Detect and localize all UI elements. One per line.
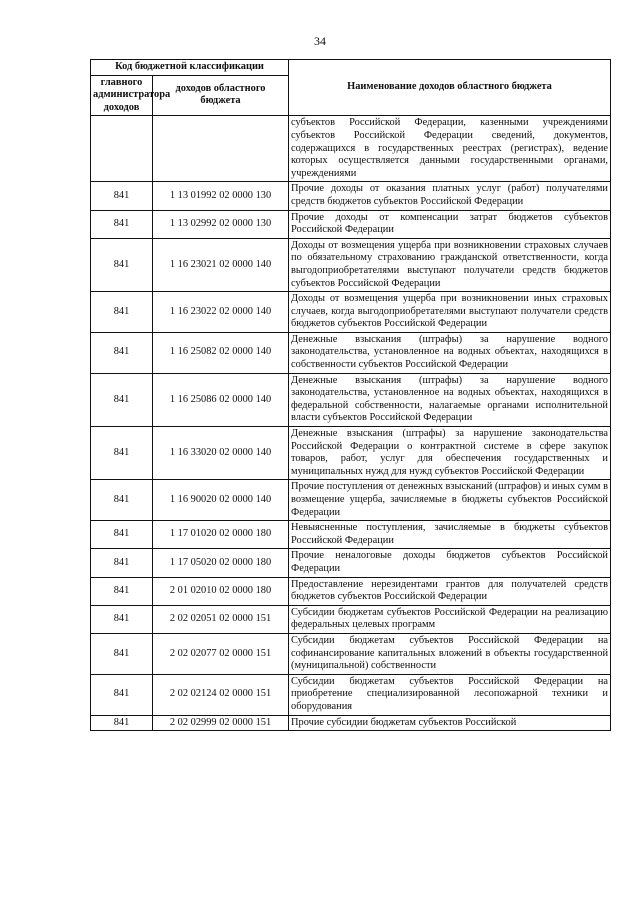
header-group: Код бюджетной классификации (91, 60, 289, 76)
table-row (91, 715, 611, 731)
admin-code-cell: 841 (91, 521, 153, 549)
revenue-name-cell: Денежные взыскания (штрафы) за нарушение законодательства Российской Федерации о контрактной системе в сфере закупок товаров, работ, услуг для обеспечения государственных и муниципальных нужд для нужд субъектов Российской Федерации (289, 427, 611, 480)
revenue-code-cell: 1 17 05020 02 0000 180 (153, 549, 289, 577)
admin-code-cell: 841 (91, 332, 153, 373)
table-row (91, 633, 611, 674)
revenue-name-cell: субъектов Российской Федерации, казенными учреждениями субъектов Российской Федерации сведений, документов, содержащихся в государственных реестрах (регистрах), ведение которых осуществляется данными государственными органами, учреждениями (289, 116, 611, 182)
revenue-code-cell: 2 02 02077 02 0000 151 (153, 633, 289, 674)
admin-code-cell: 841 (91, 577, 153, 605)
admin-code-cell: 841 (91, 715, 153, 731)
table-row (91, 521, 611, 549)
revenue-code-cell: 1 16 23022 02 0000 140 (153, 292, 289, 333)
admin-code-cell: 841 (91, 373, 153, 426)
revenue-code-cell: 1 17 01020 02 0000 180 (153, 521, 289, 549)
table-row (91, 373, 611, 426)
revenue-name-cell: Прочие субсидии бюджетам субъектов Российской (289, 715, 611, 731)
revenue-name-cell: Прочие доходы от компенсации затрат бюджетов субъектов Российской Федерации (289, 210, 611, 238)
revenue-code-cell: 1 13 01992 02 0000 130 (153, 182, 289, 210)
revenue-code-cell: 2 02 02999 02 0000 151 (153, 715, 289, 731)
table-body (91, 116, 611, 731)
table-row (91, 427, 611, 480)
admin-code-cell: 841 (91, 633, 153, 674)
admin-code-cell: 841 (91, 210, 153, 238)
revenue-code-cell (153, 116, 289, 182)
table-row (91, 332, 611, 373)
admin-code-cell: 841 (91, 605, 153, 633)
table-row (91, 238, 611, 291)
table-row (91, 116, 611, 182)
revenue-name-cell: Субсидии бюджетам субъектов Российской Федерации на реализацию федеральных целевых программ (289, 605, 611, 633)
revenue-code-cell: 1 16 90020 02 0000 140 (153, 480, 289, 521)
table-row (91, 210, 611, 238)
table-header (91, 60, 611, 116)
budget-classification-table (90, 59, 611, 731)
revenue-name-cell: Прочие неналоговые доходы бюджетов субъектов Российской Федерации (289, 549, 611, 577)
admin-code-cell: 841 (91, 549, 153, 577)
admin-code-cell (91, 116, 153, 182)
revenue-code-cell: 2 02 02124 02 0000 151 (153, 674, 289, 715)
revenue-code-cell: 1 16 33020 02 0000 140 (153, 427, 289, 480)
revenue-name-cell: Предоставление нерезидентами грантов для получателей средств бюджетов субъектов Российской Федерации (289, 577, 611, 605)
admin-code-cell: 841 (91, 238, 153, 291)
revenue-code-cell: 2 02 02051 02 0000 151 (153, 605, 289, 633)
page-number: 34 (314, 34, 326, 48)
revenue-name-cell: Доходы от возмещения ущерба при возникновении страховых случаев по обязательному страхованию гражданской ответственности, когда выгодоприобретателями выступают получатели средств бюджетов субъектов Российской Федерации (289, 238, 611, 291)
revenue-name-cell: Субсидии бюджетам субъектов Российской Федерации на софинансирование капитальных вложений в объекты государственной (муниципальной) собственности (289, 633, 611, 674)
admin-code-cell: 841 (91, 182, 153, 210)
table-row (91, 577, 611, 605)
revenue-code-cell: 1 16 25086 02 0000 140 (153, 373, 289, 426)
revenue-code-cell: 1 13 02992 02 0000 130 (153, 210, 289, 238)
revenue-name-cell: Денежные взыскания (штрафы) за нарушение водного законодательства, установленное на водных объектах, находящихся в федеральной собственности, налагаемые органами исполнительной власти субъектов Российской Федерации (289, 373, 611, 426)
admin-code-cell: 841 (91, 427, 153, 480)
revenue-name-cell: Прочие доходы от оказания платных услуг (работ) получателями средств бюджетов субъектов Российской Федерации (289, 182, 611, 210)
admin-code-cell: 841 (91, 292, 153, 333)
revenue-code-cell: 2 01 02010 02 0000 180 (153, 577, 289, 605)
admin-code-cell: 841 (91, 674, 153, 715)
table-row (91, 605, 611, 633)
header-admin: главного администратора доходов (91, 75, 153, 116)
table-row (91, 549, 611, 577)
revenue-name-cell: Субсидии бюджетам субъектов Российской Федерации на приобретение специализированной лесопожарной техники и оборудования (289, 674, 611, 715)
revenue-name-cell: Денежные взыскания (штрафы) за нарушение водного законодательства, установленное на водных объектах, находящихся в собственности субъектов Российской Федерации (289, 332, 611, 373)
revenue-code-cell: 1 16 23021 02 0000 140 (153, 238, 289, 291)
revenue-name-cell: Доходы от возмещения ущерба при возникновении иных страховых случаев, когда выгодоприобретателями выступают получатели средств бюджетов субъектов Российской Федерации (289, 292, 611, 333)
revenue-code-cell: 1 16 25082 02 0000 140 (153, 332, 289, 373)
header-name: Наименование доходов областного бюджета (289, 60, 611, 116)
revenue-name-cell: Невыясненные поступления, зачисляемые в бюджеты субъектов Российской Федерации (289, 521, 611, 549)
revenue-name-cell: Прочие поступления от денежных взысканий (штрафов) и иных сумм в возмещение ущерба, зачисляемые в бюджеты субъектов Российской Федерации (289, 480, 611, 521)
header-code: доходов областного бюджета (153, 75, 289, 116)
admin-code-cell: 841 (91, 480, 153, 521)
table-row (91, 480, 611, 521)
table-row (91, 182, 611, 210)
table-row (91, 292, 611, 333)
table-row (91, 674, 611, 715)
